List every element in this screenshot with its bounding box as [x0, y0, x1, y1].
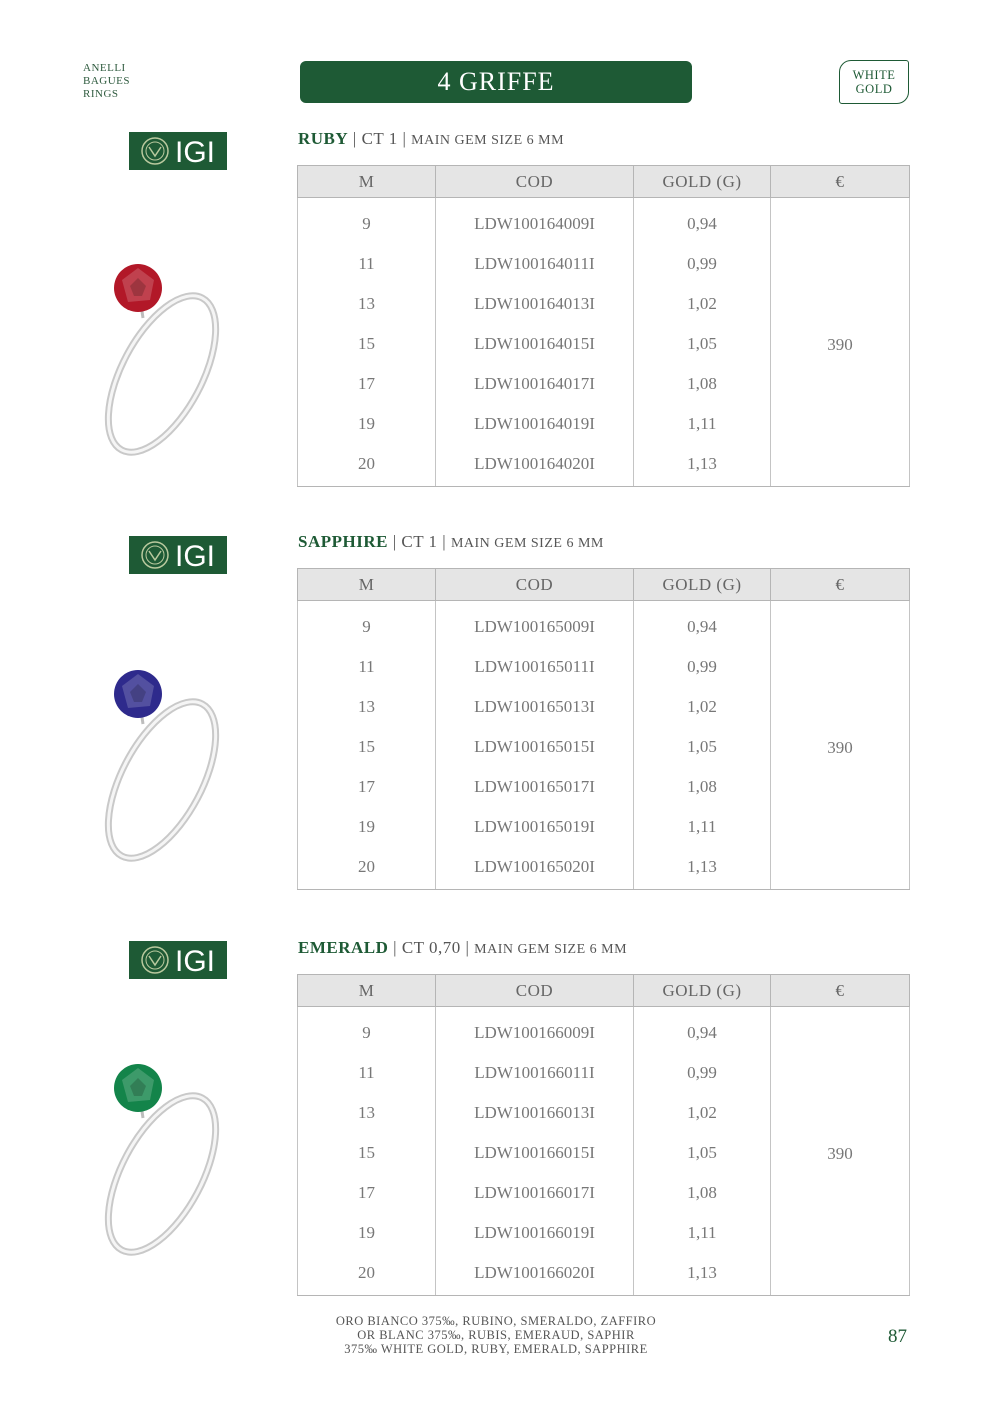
carat: CT 1 — [361, 129, 398, 148]
code-cell: LDW100166020I — [436, 1253, 634, 1296]
sapphire-ring-image — [100, 664, 230, 864]
gold-weight-cell: 1,13 — [634, 847, 771, 890]
gold-weight-cell: 0,99 — [634, 244, 771, 284]
category-label-it: ANELLI — [83, 62, 126, 74]
size-cell: 19 — [298, 404, 436, 444]
code-cell: LDW100164019I — [436, 404, 634, 444]
category-label-en: RINGS — [83, 88, 119, 100]
gold-weight-cell: 1,11 — [634, 404, 771, 444]
size-cell: 9 — [298, 601, 436, 648]
gold-weight-cell: 1,08 — [634, 767, 771, 807]
gold-weight-cell: 1,05 — [634, 727, 771, 767]
column-header-gold: GOLD (G) — [634, 975, 771, 1007]
size-cell: 9 — [298, 198, 436, 245]
gold-weight-cell: 0,99 — [634, 647, 771, 687]
ruby-spec-table — [297, 165, 910, 487]
sapphire-section-heading: SAPPHIRE | CT 1 | MAIN GEM SIZE 6 MM — [298, 532, 604, 551]
column-header-gold: GOLD (G) — [634, 166, 771, 198]
gold-weight-cell: 0,99 — [634, 1053, 771, 1093]
code-cell: LDW100166009I — [436, 1007, 634, 1054]
emerald-section-heading: EMERALD | CT 0,70 | MAIN GEM SIZE 6 MM — [298, 938, 628, 957]
price-cell: 390 — [771, 1007, 910, 1296]
gold-weight-cell: 1,08 — [634, 364, 771, 404]
page-number: 87 — [888, 1326, 907, 1347]
material-note-en: 375‰ WHITE GOLD, RUBY, EMERALD, SAPPHIRE — [344, 1342, 648, 1356]
gold-weight-cell: 1,02 — [634, 687, 771, 727]
igi-logo — [129, 132, 227, 170]
code-cell: LDW100166015I — [436, 1133, 634, 1173]
ruby-section-heading: RUBY | CT 1 | MAIN GEM SIZE 6 MM — [298, 129, 565, 148]
material-note-fr: OR BLANC 375‰, RUBIS, EMERAUD, SAPHIR — [357, 1328, 635, 1342]
code-cell: LDW100164017I — [436, 364, 634, 404]
svg-text:IGI: IGI — [175, 136, 216, 169]
metal-badge — [839, 60, 909, 104]
svg-text:IGI: IGI — [175, 945, 216, 978]
gem-size: MAIN GEM SIZE 6 MM — [450, 536, 604, 551]
code-cell: LDW100164011I — [436, 244, 634, 284]
gold-weight-cell: 1,08 — [634, 1173, 771, 1213]
column-header-price: € — [771, 166, 910, 198]
column-header-cod: COD — [436, 975, 634, 1007]
table-row — [298, 198, 910, 245]
code-cell: LDW100165020I — [436, 847, 634, 890]
column-header-price: € — [771, 975, 910, 1007]
igi-logo — [129, 941, 227, 979]
size-cell: 17 — [298, 767, 436, 807]
size-cell: 19 — [298, 807, 436, 847]
code-cell: LDW100166019I — [436, 1213, 634, 1253]
column-header-cod: COD — [436, 166, 634, 198]
code-cell: LDW100164009I — [436, 198, 634, 245]
column-header-cod: COD — [436, 569, 634, 601]
gold-weight-cell: 1,02 — [634, 284, 771, 324]
code-cell: LDW100166011I — [436, 1053, 634, 1093]
size-cell: 17 — [298, 1173, 436, 1213]
metal-badge-line-1: WHITE — [852, 68, 896, 82]
size-cell: 9 — [298, 1007, 436, 1054]
material-note-it: ORO BIANCO 375‰, RUBINO, SMERALDO, ZAFFIRO — [335, 1314, 657, 1328]
size-cell: 20 — [298, 1253, 436, 1296]
gem-name: RUBY — [298, 129, 349, 148]
size-cell: 13 — [298, 284, 436, 324]
page-title: 4 GRIFFE — [437, 67, 555, 96]
gold-weight-cell: 0,94 — [634, 1007, 771, 1054]
page-title-banner — [300, 61, 692, 103]
gold-weight-cell: 1,05 — [634, 1133, 771, 1173]
price-cell: 390 — [771, 198, 910, 487]
gold-weight-cell: 0,94 — [634, 198, 771, 245]
code-cell: LDW100165019I — [436, 807, 634, 847]
code-cell: LDW100164020I — [436, 444, 634, 487]
emerald-ring-image — [100, 1058, 230, 1258]
gem-name: EMERALD — [298, 938, 389, 957]
metal-badge-line-2: GOLD — [855, 82, 893, 96]
column-header-gold: GOLD (G) — [634, 569, 771, 601]
code-cell: LDW100165011I — [436, 647, 634, 687]
gold-weight-cell: 1,11 — [634, 1213, 771, 1253]
size-cell: 15 — [298, 1133, 436, 1173]
size-cell: 15 — [298, 324, 436, 364]
column-header-m: M — [298, 569, 436, 601]
igi-logo — [129, 536, 227, 574]
table-row — [298, 601, 910, 648]
code-cell: LDW100165013I — [436, 687, 634, 727]
column-header-m: M — [298, 975, 436, 1007]
size-cell: 15 — [298, 727, 436, 767]
gold-weight-cell: 1,11 — [634, 807, 771, 847]
gold-weight-cell: 1,02 — [634, 1093, 771, 1133]
code-cell: LDW100165009I — [436, 601, 634, 648]
size-cell: 20 — [298, 444, 436, 487]
size-cell: 17 — [298, 364, 436, 404]
size-cell: 19 — [298, 1213, 436, 1253]
size-cell: 13 — [298, 687, 436, 727]
emerald-spec-table — [297, 974, 910, 1296]
gem-name: SAPPHIRE — [298, 532, 388, 551]
size-cell: 11 — [298, 244, 436, 284]
code-cell: LDW100166013I — [436, 1093, 634, 1133]
gem-size: MAIN GEM SIZE 6 MM — [411, 133, 565, 148]
gem-size: MAIN GEM SIZE 6 MM — [474, 942, 628, 957]
price-cell: 390 — [771, 601, 910, 890]
material-note — [300, 1314, 692, 1356]
column-header-m: M — [298, 166, 436, 198]
table-row — [298, 1007, 910, 1054]
sapphire-spec-table — [297, 568, 910, 890]
size-cell: 13 — [298, 1093, 436, 1133]
carat: CT 1 — [401, 532, 438, 551]
category-labels — [83, 62, 130, 101]
code-cell: LDW100166017I — [436, 1173, 634, 1213]
size-cell: 20 — [298, 847, 436, 890]
carat: CT 0,70 — [401, 938, 461, 957]
code-cell: LDW100165017I — [436, 767, 634, 807]
svg-text:IGI: IGI — [175, 540, 216, 573]
size-cell: 11 — [298, 1053, 436, 1093]
gold-weight-cell: 0,94 — [634, 601, 771, 648]
code-cell: LDW100165015I — [436, 727, 634, 767]
size-cell: 11 — [298, 647, 436, 687]
category-label-fr: BAGUES — [83, 75, 131, 87]
gold-weight-cell: 1,13 — [634, 1253, 771, 1296]
gold-weight-cell: 1,05 — [634, 324, 771, 364]
column-header-price: € — [771, 569, 910, 601]
ruby-ring-image — [100, 258, 230, 458]
code-cell: LDW100164015I — [436, 324, 634, 364]
code-cell: LDW100164013I — [436, 284, 634, 324]
gold-weight-cell: 1,13 — [634, 444, 771, 487]
